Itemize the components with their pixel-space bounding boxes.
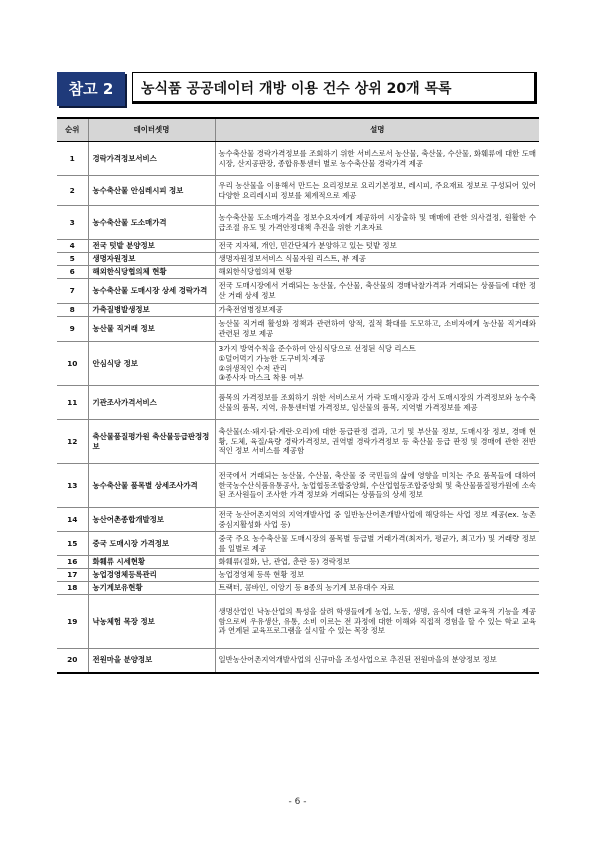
rank-cell: 2: [57, 176, 88, 206]
dataset-name-cell: 경락가격정보서비스: [88, 142, 215, 176]
rank-cell: 11: [57, 386, 88, 420]
description-cell: 농수축산물 도소매가격을 정보수요자에게 제공하여 시장출하 및 매매에 관한 의사결정, 원활한 수급조절 유도 및 가격안정대책 추진을 위한 기초자료: [215, 206, 539, 240]
dataset-name-cell: 기관조사가격서비스: [88, 386, 215, 420]
rank-cell: 3: [57, 206, 88, 240]
rank-cell: 20: [57, 649, 88, 673]
rank-cell: 10: [57, 342, 88, 386]
rank-cell: 1: [57, 142, 88, 176]
description-cell: 우리 농산물을 이용해서 만드는 요리정보로 요리기본정보, 레시피, 주요재료 정보로 구성되어 있어 다양한 요리레시피 정보를 체계적으로 제공: [215, 176, 539, 206]
table-row: [57, 317, 539, 342]
page-number: - 6 -: [288, 797, 307, 807]
table-row: [57, 532, 539, 556]
rank-cell: 7: [57, 279, 88, 304]
dataset-name-cell: 농산물 직거래 정보: [88, 317, 215, 342]
rank-cell: 18: [57, 582, 88, 595]
description-cell: 전국에서 거래되는 농산물, 수산물, 축산물 중 국민들의 삶에 영향을 미치는 주요 품목들에 대하여 한국농수산식품유통공사, 농업협동조합중앙회, 수산업협동조합중앙회 및 축산물품질평가원에 소속된 조사원들이 조사한 가격 정보와 거래되는 상품들의 상세 정보: [215, 464, 539, 508]
table-row: [57, 464, 539, 508]
rank-cell: 14: [57, 508, 88, 532]
dataset-name-cell: 가축질병발생정보: [88, 304, 215, 317]
description-cell: 일반농산어촌지역개발사업의 신규마을 조성사업으로 추진된 전원마을의 분양정보 정보: [215, 649, 539, 673]
description-cell: 3가지 방역수칙을 준수하여 안심식당으로 선정된 식당 리스트 ①덜어먹기 가능한 도구비치·제공 ②위생적인 수저 관리 ③종사자 마스크 착용 여부: [215, 342, 539, 386]
description-cell: 전국 도매시장에서 거래되는 농산물, 수산물, 축산물의 경매낙찰가격과 거래되는 상품들에 대한 정산 거래 상세 정보: [215, 279, 539, 304]
table-row: [57, 176, 539, 206]
table-row: [57, 240, 539, 253]
table-row: [57, 582, 539, 595]
description-cell: 화훼류(절화, 난, 관엽, 춘란 등) 경락정보: [215, 556, 539, 569]
rank-cell: 5: [57, 253, 88, 266]
table-row: [57, 206, 539, 240]
description-cell: 축산물(소·돼지·닭·계란·오리)에 대한 등급판정 결과, 고기 및 부산물 정보, 도매시장 정보, 경매 현황, 도체, 육질/육량 경락가격정보, 권역별 경락가격정보 등 축산물 등급 판정 및 경매에 관한 전반적인 정보 서비스를 제공함: [215, 420, 539, 464]
dataset-name-cell: 농수축산물 품목별 상세조사가격: [88, 464, 215, 508]
description-cell: 가축전염병정보제공: [215, 304, 539, 317]
dataset-name-cell: 농산어촌종합개발정보: [88, 508, 215, 532]
dataset-table: [57, 117, 539, 674]
description-cell: 중국 주요 농수축산물 도매시장의 품목별 등급별 거래가격(최저가, 평균가, 최고가) 및 거래량 정보를 일별로 제공: [215, 532, 539, 556]
table-row: [57, 253, 539, 266]
table-row: [57, 304, 539, 317]
table-header-row: [57, 118, 539, 142]
reference-badge: 참고 2: [57, 72, 125, 106]
dataset-name-cell: 화훼류 시세현황: [88, 556, 215, 569]
table-row: [57, 420, 539, 464]
description-cell: 해외한식당협의체 현황: [215, 266, 539, 279]
description-cell: 트랙터, 콤바인, 이앙기 등 8종의 농기계 보유대수 자료: [215, 582, 539, 595]
rank-cell: 19: [57, 595, 88, 649]
page-title: 농식품 공공데이터 개방 이용 건수 상위 20개 목록: [132, 72, 537, 104]
table-row: [57, 556, 539, 569]
dataset-name-cell: 낙농체험 목장 정보: [88, 595, 215, 649]
dataset-name-cell: 안심식당 정보: [88, 342, 215, 386]
dataset-name-cell: 생명자원정보: [88, 253, 215, 266]
description-cell: 생명자원정보서비스 식물자원 리스트, 뷰 제공: [215, 253, 539, 266]
column-header-rank: 순위: [57, 118, 88, 142]
rank-cell: 8: [57, 304, 88, 317]
description-cell: 농산물 직거래 활성화 정책과 관련하여 양적, 질적 확대를 도모하고, 소비자에게 농산물 직거래와 관련된 정보 제공: [215, 317, 539, 342]
description-cell: 품목의 가격정보를 조회하기 위한 서비스로서 가락 도매시장과 강서 도매시장의 가격정보와 농수축산물의 품목, 지역, 유통센터별 가격정보, 임산물의 품목, 지역별 가격정보를 제공: [215, 386, 539, 420]
dataset-name-cell: 농수축산물 도매시장 상세 경락가격: [88, 279, 215, 304]
description-cell: 농업경영체 등록 현황 정보: [215, 569, 539, 582]
rank-cell: 9: [57, 317, 88, 342]
section-header: [57, 72, 539, 106]
column-header-description: 설명: [215, 118, 539, 142]
rank-cell: 13: [57, 464, 88, 508]
rank-cell: 6: [57, 266, 88, 279]
description-cell: 전국 지자체, 개인, 민간단체가 분양하고 있는 텃밭 정보: [215, 240, 539, 253]
dataset-name-cell: 농업경영체등록관리: [88, 569, 215, 582]
dataset-name-cell: 해외한식당협의체 현황: [88, 266, 215, 279]
rank-cell: 4: [57, 240, 88, 253]
table-row: [57, 279, 539, 304]
description-cell: 전국 농산어촌지역의 지역개발사업 중 일반농산어촌개발사업에 해당하는 사업 정보 제공(ex. 농촌중심지활성화 사업 등): [215, 508, 539, 532]
table-row: [57, 266, 539, 279]
table-row: [57, 342, 539, 386]
dataset-name-cell: 전국 텃밭 분양정보: [88, 240, 215, 253]
table-row: [57, 595, 539, 649]
table-row: [57, 649, 539, 673]
dataset-name-cell: 축산물품질평가원 축산물등급판정정보: [88, 420, 215, 464]
table-row: [57, 508, 539, 532]
table-row: [57, 569, 539, 582]
description-cell: 생명산업인 낙농산업의 특성을 살려 학생들에게 농업, 노동, 생명, 음식에 대한 교육적 기능을 제공함으로써 우유생산, 유통, 소비 이르는 전 과정에 대한 이해와 직접적 경험을 할 수 있는 학교 교육과 연계된 교육프로그램을 실시할 수 있는 목장 정보: [215, 595, 539, 649]
dataset-name-cell: 중국 도매시장 가격정보: [88, 532, 215, 556]
rank-cell: 17: [57, 569, 88, 582]
dataset-name-cell: 농기계보유현황: [88, 582, 215, 595]
dataset-name-cell: 전원마을 분양정보: [88, 649, 215, 673]
table-row: [57, 142, 539, 176]
description-cell: 농수축산물 경락가격정보를 조회하기 위한 서비스로서 농산물, 축산물, 수산물, 화훼류에 대한 도매시장, 산지공판장, 종합유통센터 별로 농수축산물 경락가격 제공: [215, 142, 539, 176]
column-header-name: 데이터셋명: [88, 118, 215, 142]
rank-cell: 16: [57, 556, 88, 569]
dataset-name-cell: 농수축산물 안심레시피 정보: [88, 176, 215, 206]
dataset-name-cell: 농수축산물 도소매가격: [88, 206, 215, 240]
table-row: [57, 386, 539, 420]
rank-cell: 12: [57, 420, 88, 464]
rank-cell: 15: [57, 532, 88, 556]
